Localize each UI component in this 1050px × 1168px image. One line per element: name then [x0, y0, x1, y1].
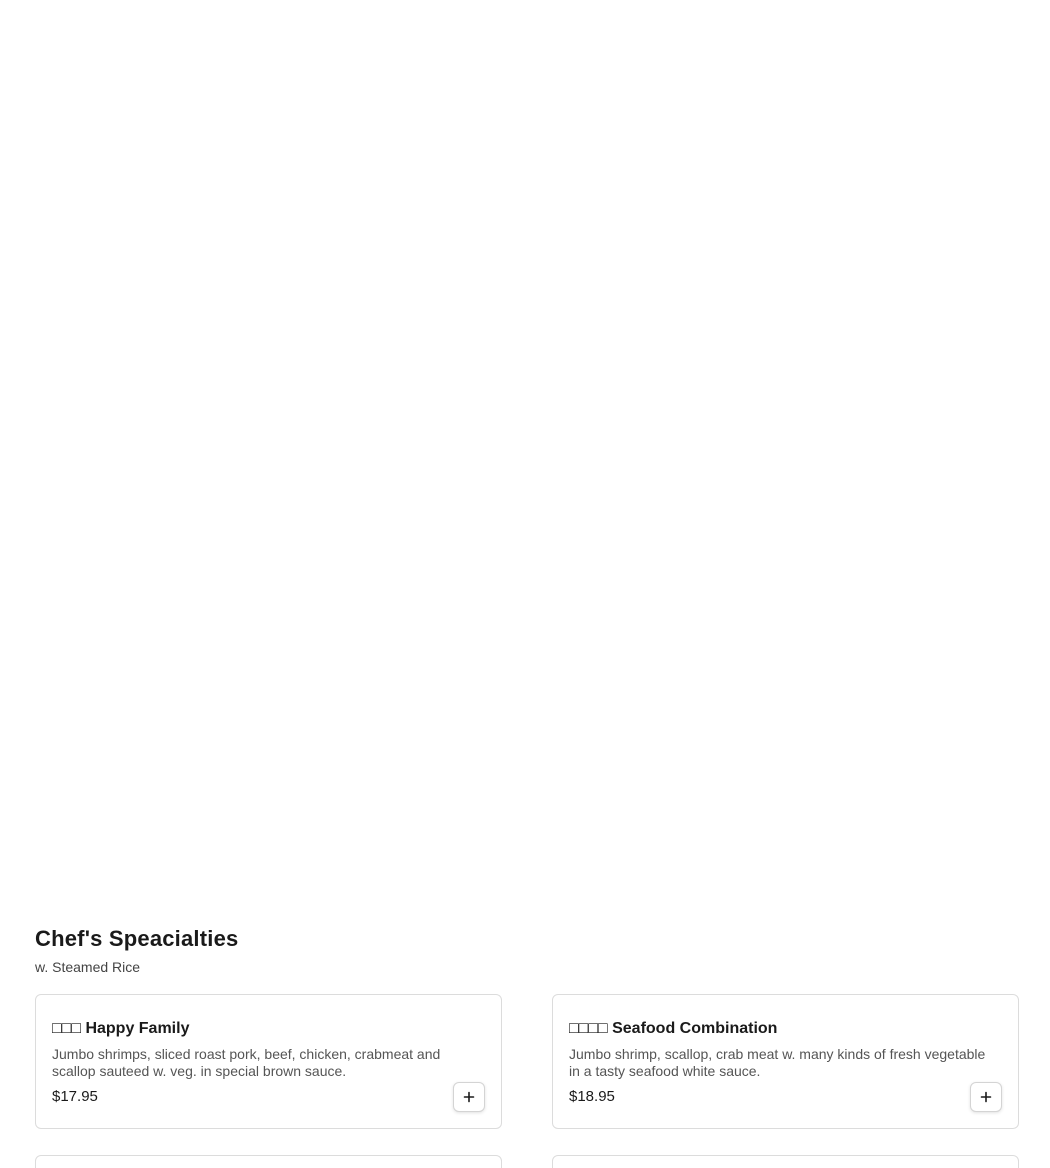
- menu-item-name: □□□□ Seafood Combination: [569, 1020, 778, 1037]
- menu-item-name: □□□ Happy Family: [52, 1020, 190, 1037]
- add-to-cart-button[interactable]: [453, 1082, 485, 1112]
- add-to-cart-button[interactable]: [970, 1082, 1002, 1112]
- menu-section-chefs-specialties: [35, 922, 1021, 1105]
- menu-item-card[interactable]: [35, 1155, 502, 1168]
- plus-icon: [980, 1091, 992, 1103]
- section-subtitle: w. Steamed Rice: [35, 959, 141, 975]
- menu-item-price: $18.95: [569, 1088, 615, 1105]
- section-title: Chef's Speacialties: [35, 926, 239, 951]
- menu-item-card[interactable]: [35, 994, 502, 1129]
- menu-item-card[interactable]: [552, 1155, 1019, 1168]
- plus-icon: [463, 1091, 475, 1103]
- menu-item-description: Jumbo shrimp, scallop, crab meat w. many kinds of fresh vegetable in a tasty seafood white sauce.: [569, 1046, 986, 1079]
- menu-item-price: $17.95: [52, 1088, 98, 1105]
- menu-item-description: Jumbo shrimps, sliced roast pork, beef, chicken, crabmeat and scallop sauteed w. veg. in special brown sauce.: [52, 1046, 441, 1079]
- menu-item-card[interactable]: [552, 994, 1019, 1129]
